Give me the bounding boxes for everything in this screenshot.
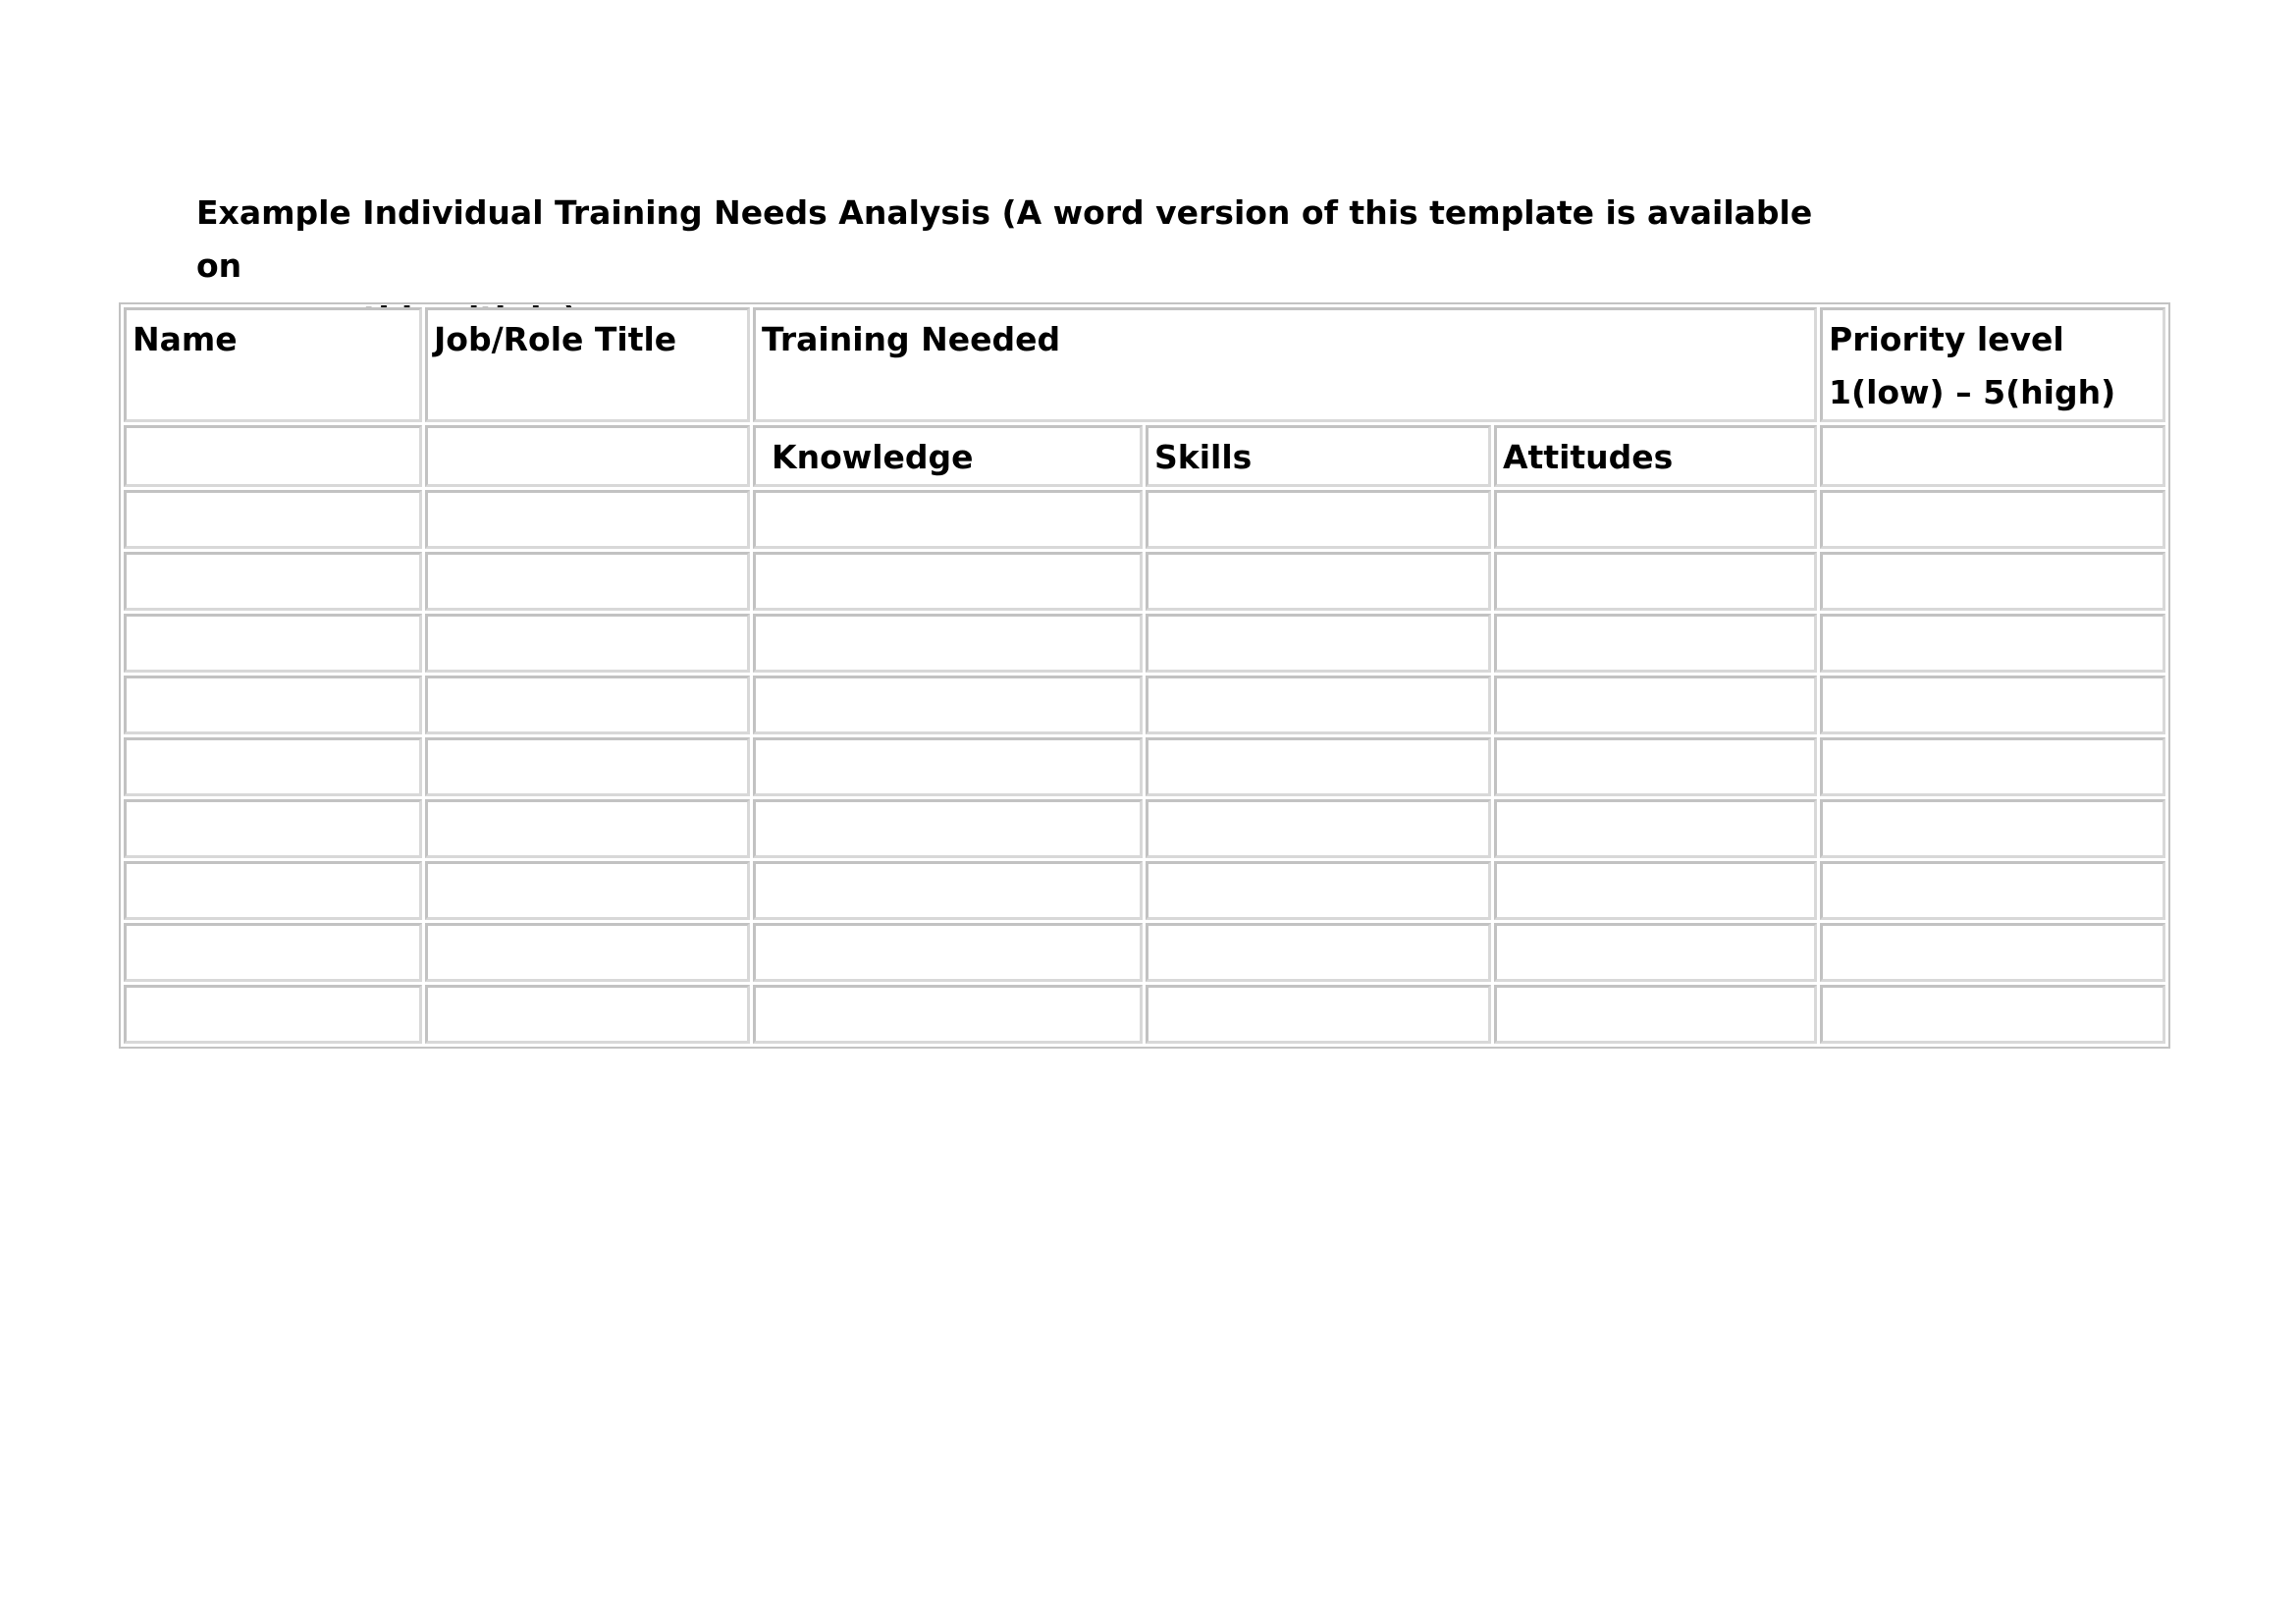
cell-name[interactable] <box>124 799 422 858</box>
cell-knowledge[interactable] <box>753 861 1143 920</box>
cell-knowledge[interactable] <box>753 490 1143 549</box>
cell-job-role-title[interactable] <box>425 614 750 673</box>
table-row <box>124 799 2165 858</box>
header-row <box>124 307 2165 422</box>
cell-skills[interactable] <box>1146 552 1491 611</box>
subheader-attitudes: Attitudes <box>1494 425 1817 487</box>
cell-name[interactable] <box>124 985 422 1044</box>
header-job-role-title: Job/Role Title <box>425 307 750 422</box>
cell-job-role-title[interactable] <box>425 923 750 982</box>
cell-job-role-title[interactable] <box>425 552 750 611</box>
cell-name[interactable] <box>124 861 422 920</box>
table-row <box>124 861 2165 920</box>
cell-priority[interactable] <box>1820 861 2165 920</box>
cell-name[interactable] <box>124 490 422 549</box>
cell-priority[interactable] <box>1820 676 2165 734</box>
cell-job-role-title[interactable] <box>425 985 750 1044</box>
cell-skills[interactable] <box>1146 985 1491 1044</box>
subheader-empty-job <box>425 425 750 487</box>
table-row <box>124 490 2165 549</box>
priority-label: Priority level <box>1829 320 2064 358</box>
table-row <box>124 985 2165 1044</box>
cell-knowledge[interactable] <box>753 614 1143 673</box>
cell-attitudes[interactable] <box>1494 861 1817 920</box>
cell-knowledge[interactable] <box>753 552 1143 611</box>
cell-priority[interactable] <box>1820 985 2165 1044</box>
cell-name[interactable] <box>124 737 422 796</box>
cell-attitudes[interactable] <box>1494 552 1817 611</box>
cell-name[interactable] <box>124 614 422 673</box>
cell-attitudes[interactable] <box>1494 799 1817 858</box>
cell-job-role-title[interactable] <box>425 676 750 734</box>
cell-attitudes[interactable] <box>1494 490 1817 549</box>
cell-skills[interactable] <box>1146 737 1491 796</box>
heading-line-1: Example Individual Training Needs Analysis (A word version of this template is available on <box>196 193 1813 285</box>
cell-attitudes[interactable] <box>1494 614 1817 673</box>
cell-skills[interactable] <box>1146 861 1491 920</box>
cell-knowledge[interactable] <box>753 737 1143 796</box>
cell-job-role-title[interactable] <box>425 737 750 796</box>
cell-priority[interactable] <box>1820 799 2165 858</box>
header-priority-level <box>1820 307 2165 422</box>
cell-knowledge[interactable] <box>753 985 1143 1044</box>
cell-skills[interactable] <box>1146 490 1491 549</box>
subheader-skills: Skills <box>1146 425 1491 487</box>
cell-priority[interactable] <box>1820 923 2165 982</box>
cell-attitudes[interactable] <box>1494 985 1817 1044</box>
cell-skills[interactable] <box>1146 799 1491 858</box>
cell-name[interactable] <box>124 676 422 734</box>
table-row <box>124 552 2165 611</box>
cell-priority[interactable] <box>1820 552 2165 611</box>
header-training-needed: Training Needed <box>753 307 1817 422</box>
subheader-row <box>124 425 2165 487</box>
training-needs-table <box>119 302 2170 1049</box>
cell-job-role-title[interactable] <box>425 861 750 920</box>
table-row <box>124 614 2165 673</box>
cell-skills[interactable] <box>1146 923 1491 982</box>
cell-priority[interactable] <box>1820 737 2165 796</box>
cell-job-role-title[interactable] <box>425 799 750 858</box>
cell-skills[interactable] <box>1146 676 1491 734</box>
cell-job-role-title[interactable] <box>425 490 750 549</box>
cell-name[interactable] <box>124 552 422 611</box>
cell-name[interactable] <box>124 923 422 982</box>
table-row <box>124 737 2165 796</box>
table-row <box>124 923 2165 982</box>
cell-knowledge[interactable] <box>753 923 1143 982</box>
cell-knowledge[interactable] <box>753 799 1143 858</box>
subheader-empty-priority <box>1820 425 2165 487</box>
subheader-knowledge: Knowledge <box>753 425 1143 487</box>
cell-priority[interactable] <box>1820 490 2165 549</box>
cell-priority[interactable] <box>1820 614 2165 673</box>
priority-scale: 1(low) – 5(high) <box>1829 373 2116 411</box>
cell-attitudes[interactable] <box>1494 676 1817 734</box>
cell-skills[interactable] <box>1146 614 1491 673</box>
cell-attitudes[interactable] <box>1494 923 1817 982</box>
subheader-empty-name <box>124 425 422 487</box>
cell-knowledge[interactable] <box>753 676 1143 734</box>
cell-attitudes[interactable] <box>1494 737 1817 796</box>
header-name: Name <box>124 307 422 422</box>
table-row <box>124 676 2165 734</box>
